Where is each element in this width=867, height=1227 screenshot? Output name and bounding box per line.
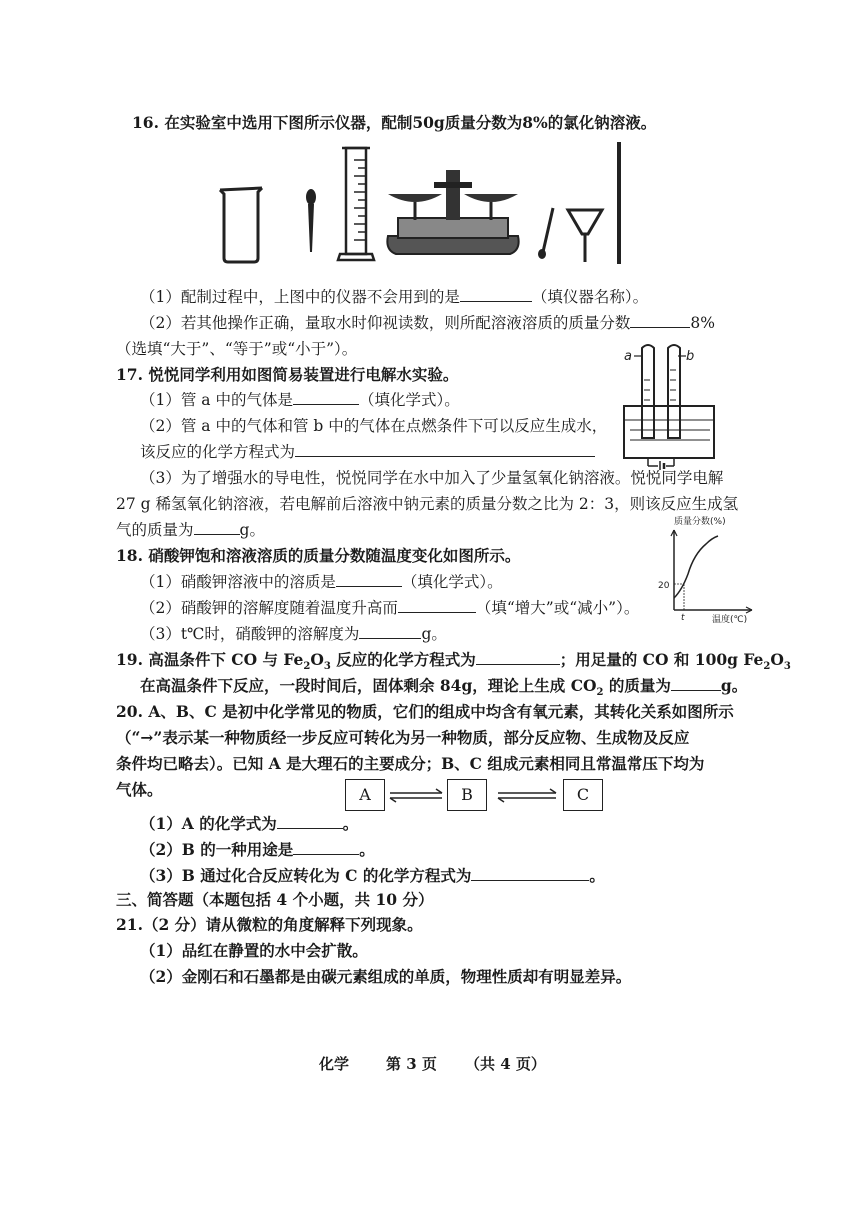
kno3-mass-fraction-chart [648, 512, 758, 627]
q21-sub1: （1）品红在静置的水中会扩散。 [140, 941, 368, 960]
q18-sub1: （1）硝酸钾溶液中的溶质是 （填化学式）。 [140, 573, 503, 591]
q19-line2: 在高温条件下反应，一段时间后，固体剩余 84g，理论上生成 $CO_2$ 的质量为 g。 [140, 676, 748, 699]
q16-sub2-line2: （选填“大于”、“等于”或“小于”）。 [116, 340, 358, 358]
q17-sub3-line2: 27 g 稀氢氧化钠溶液，若电解前后溶液中钠元素的质量分数之比为 2：3，则该反应生成氢 [116, 495, 739, 513]
q21-stem: 21.（2 分）请从微粒的角度解释下列现象。 [116, 915, 423, 934]
balance-scale-icon [387, 170, 518, 254]
q16-sub2: （2）若其他操作正确，量取水时仰视读数，则所配溶液溶质的质量分数 8% [140, 314, 715, 332]
q17-sub3-line1: （3）为了增强水的导电性，悦悦同学在水中加入了少量氢氧化钠溶液。悦悦同学电解 [140, 469, 724, 487]
q18-sub2: （2）硝酸钾的溶解度随着温度升高而 （填“增大”或“减小”）。 [140, 599, 640, 617]
q18-stem: 18. 硝酸钾饱和溶液溶质的质量分数随温度变化如图所示。 [116, 546, 521, 565]
spatula-icon [538, 208, 553, 259]
q19-line1: 19. 高温条件下 CO 与 $Fe_2O_3$ 反应的化学方程式为 ；用足量的 CO 和 100g $Fe_2O_3$ [116, 650, 791, 673]
beaker-icon [220, 188, 262, 262]
q17-sub1: （1）管 a 中的气体是 （填化学式）。 [140, 391, 460, 409]
q20-line1: 20. A、B、C 是初中化学常见的物质，它们的组成中均含有氧元素，其转化关系如图所示 [116, 702, 734, 721]
funnel-icon [568, 210, 602, 262]
q16-stem: 16. 在实验室中选用下图所示仪器，配制50g质量分数为8%的氯化钠溶液。 [132, 113, 657, 132]
chart-y-tick-20: 20 [658, 581, 670, 591]
footer-page-number: 第 3 页 [386, 1055, 437, 1073]
q17-sub2-line1: （2）管 a 中的气体和管 b 中的气体在点燃条件下可以反应生成水， [140, 417, 608, 435]
q20-line4: 气体。 [116, 780, 163, 799]
tube-a-label: a [624, 349, 632, 364]
lab-apparatus-figure [210, 140, 630, 270]
section3-title: 三、简答题（本题包括 4 个小题，共 10 分） [116, 890, 434, 909]
measuring-cylinder-icon [338, 148, 374, 260]
box-c: C [563, 779, 603, 811]
arrow-a-to-b-icon [390, 789, 442, 802]
electrolysis-apparatus-figure [620, 340, 720, 470]
dropper-icon [306, 189, 316, 252]
q18-sub3: （3）t℃时，硝酸钾的溶解度为 g。 [140, 625, 447, 643]
conversion-arrows [386, 786, 566, 806]
tube-b-label: b [686, 349, 695, 364]
chart-x-axis-label: 温度(℃) [712, 615, 748, 625]
q20-sub3: （3）B 通过化合反应转化为 C 的化学方程式为 。 [140, 866, 605, 885]
q17-sub2-line2: 该反应的化学方程式为 [140, 442, 595, 462]
q17-sub3-line3: 气的质量为 g。 [116, 521, 265, 539]
q20-sub1: （1）A 的化学式为 。 [140, 814, 359, 833]
chart-curve [674, 536, 718, 598]
footer-subject: 化学 [319, 1055, 350, 1073]
q20-line3: 条件均已略去）。已知 A 是大理石的主要成分；B、C 组成元素相同且常温常压下均为 [116, 754, 705, 773]
q17-stem: 17. 悦悦同学利用如图简易装置进行电解水实验。 [116, 365, 459, 384]
chart-y-axis-label: 质量分数(%) [674, 517, 726, 527]
arrow-b-to-c-icon [498, 789, 556, 802]
box-b: B [447, 779, 487, 811]
chart-x-tick-t: t [681, 613, 685, 623]
q20-line2: （“→”表示某一种物质经一步反应可转化为另一种物质，部分反应物、生成物及反应 [116, 728, 690, 747]
q20-sub2: （2）B 的一种用途是 。 [140, 840, 375, 859]
footer-total-pages: （共 4 页） [465, 1055, 546, 1073]
q21-sub2: （2）金刚石和石墨都是由碳元素组成的单质，物理性质却有明显差异。 [140, 967, 632, 986]
q16-sub1: （1）配制过程中，上图中的仪器不会用到的是 （填仪器名称）。 [140, 288, 649, 306]
box-a: A [345, 779, 385, 811]
